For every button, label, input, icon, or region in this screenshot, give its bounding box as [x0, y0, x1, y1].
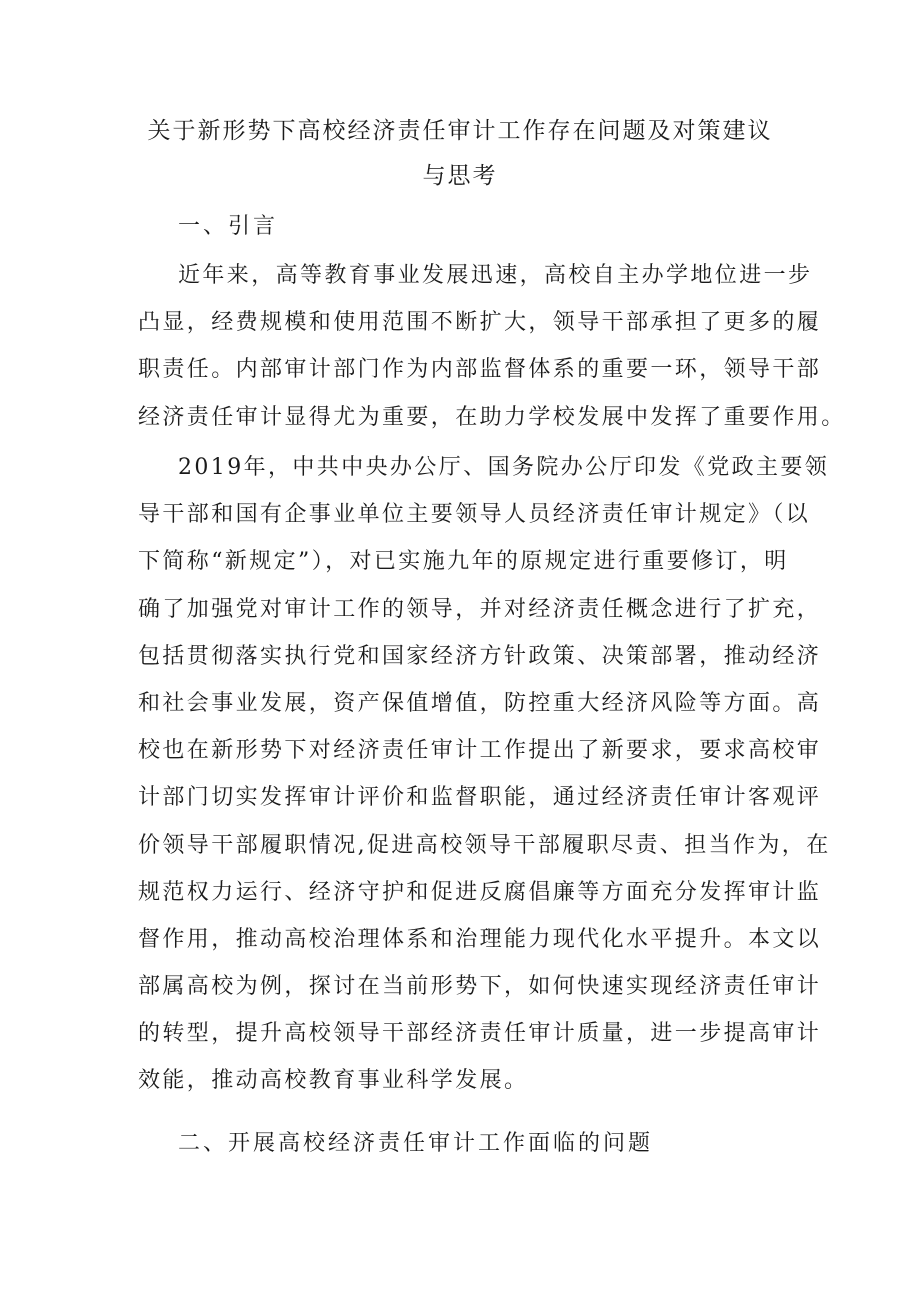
paragraph-line: 包括贯彻落实执行党和国家经济方针政策、决策部署，推动经济 [138, 643, 822, 669]
document-title-line-2: 与思考 [422, 163, 498, 189]
paragraph-line: 和社会事业发展，资产保值增值，防控重大经济风险等方面。高 [138, 690, 822, 716]
paragraph-line: 经济责任审计显得尤为重要，在助力学校发展中发挥了重要作用。 [138, 404, 846, 430]
section-heading-introduction: 一、引言 [178, 214, 279, 239]
paragraph-line: 职责任。内部审计部门作为内部监督体系的重要一环，领导干部 [138, 357, 822, 383]
paragraph-line: 规范权力运行、经济守护和促进反腐倡廉等方面充分发挥审计监 [138, 879, 822, 905]
paragraph-line: 校也在新形势下对经济责任审计工作提出了新要求，要求高校审 [138, 738, 822, 764]
paragraph-line: 效能，推动高校教育事业科学发展。 [138, 1068, 529, 1094]
paragraph-line: 凸显，经费规模和使用范围不断扩大，领导干部承担了更多的履 [138, 310, 822, 336]
section-heading-problems: 二、开展高校经济责任审计工作面临的问题 [178, 1131, 654, 1156]
paragraph-introduction [138, 261, 846, 450]
paragraph-line: 部属高校为例，探讨在当前形势下，如何快速实现经济责任审计 [138, 974, 822, 1000]
paragraph-line: 价领导干部履职情况,促进高校领导干部履职尽责、担当作为，在 [138, 832, 831, 858]
paragraph-line: 下简称“新规定”），对已实施九年的原规定进行重要修订，明 [138, 549, 789, 575]
paragraph-line: 确了加强党对审计工作的领导，并对经济责任概念进行了扩充， [138, 596, 822, 622]
paragraph-line: 近年来，高等教育事业发展迅速，高校自主办学地位进一步 [178, 263, 813, 288]
paragraph-line: 2019年，中共中央办公厅、国务院办公厅印发《党政主要领 [178, 455, 830, 480]
paragraph-line: 导干部和国有企事业单位主要领导人员经济责任审计规定》（以 [138, 502, 811, 528]
paragraph-line: 的转型，提升高校领导干部经济责任审计质量，进一步提高审计 [138, 1021, 822, 1047]
document-title-line-1: 关于新形势下高校经济责任审计工作存在问题及对策建议 [147, 118, 773, 144]
paragraph-new-regulations [138, 453, 831, 1114]
paragraph-line: 计部门切实发挥审计评价和监督职能，通过经济责任审计客观评 [138, 785, 822, 811]
paragraph-line: 督作用，推动高校治理体系和治理能力现代化水平提升。本文以 [138, 926, 822, 952]
